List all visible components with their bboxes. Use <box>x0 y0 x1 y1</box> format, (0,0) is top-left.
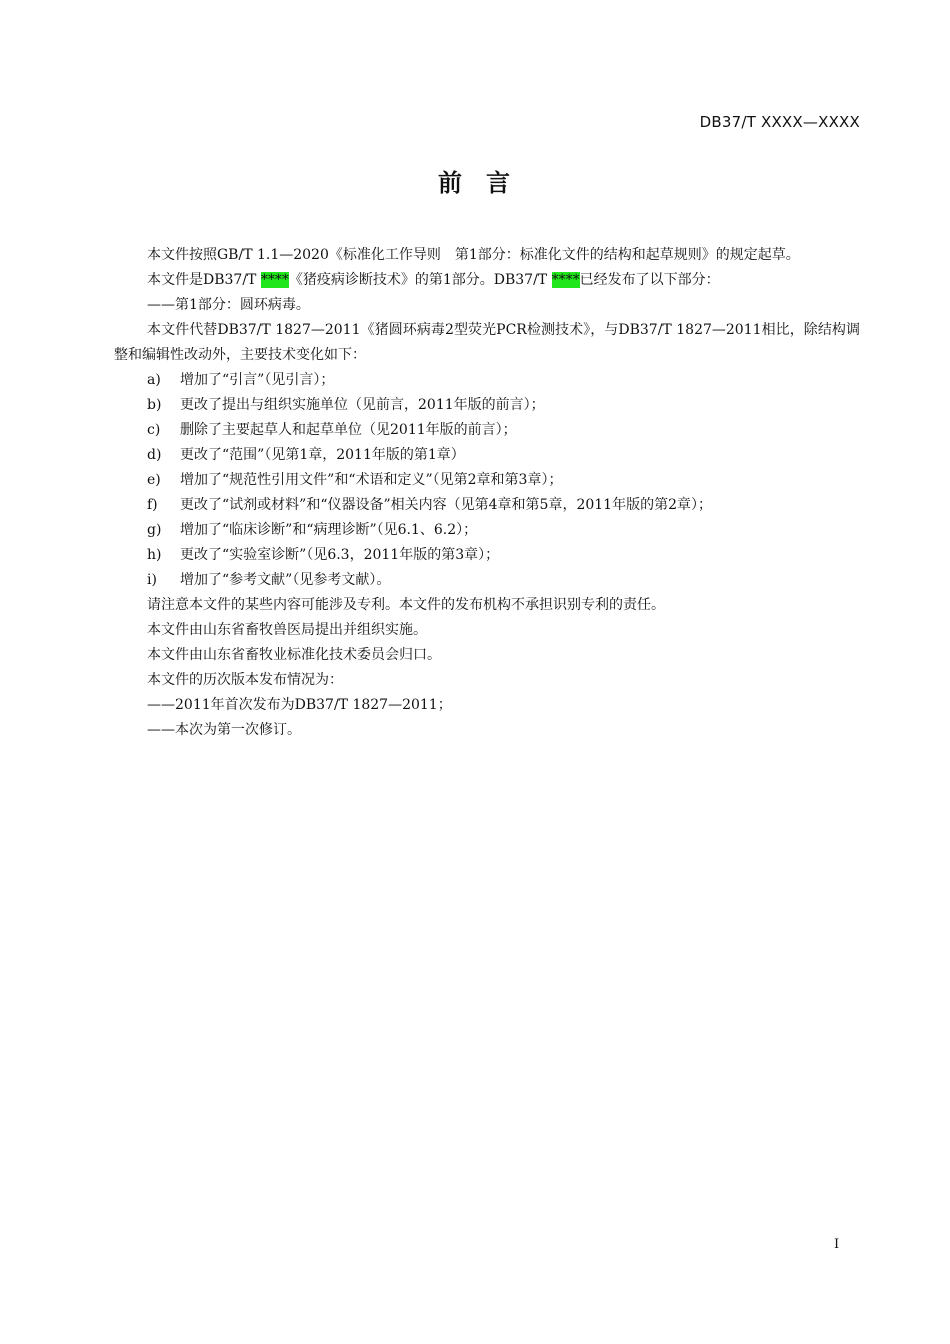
change-item: g) 增加了“临床诊断”和“病理诊断”（见6.1、6.2）； <box>147 522 478 538</box>
history-item: ——本次为第一次修订。 <box>147 722 301 738</box>
standard-basis-paragraph: 本文件按照GB/T 1.1—2020《标准化工作导则 第1部分：标准化文件的结构和起草规则》的规定起草。 <box>147 247 800 263</box>
part-list-item: ——第1部分：圆环病毒。 <box>147 297 310 313</box>
changes-list <box>114 368 860 593</box>
title-char-1: 前 <box>438 169 464 197</box>
change-item: e) 增加了“规范性引用文件”和“术语和定义”（见第2章和第3章）； <box>147 472 563 488</box>
change-item: d) 更改了“范围”（见第1章，2011年版的第1章） <box>147 447 465 463</box>
change-item: c) 删除了主要起草人和起草单位（见2011年版的前言）； <box>147 422 517 438</box>
replacement-paragraph: 本文件代替DB37/T 1827—2011《猪圆环病毒2型荧光PCR检测技术》，与DB37/T 1827—2011相比，除结构调整和编辑性改动外，主要技术变化如下： <box>114 322 860 363</box>
change-item: f) 更改了“试剂或材料”和“仪器设备”相关内容（见第4章和第5章，2011年版的第2章）； <box>147 497 712 513</box>
page-title <box>0 163 950 198</box>
patent-notice: 请注意本文件的某些内容可能涉及专利。本文件的发布机构不承担识别专利的责任。 <box>147 597 665 613</box>
highlight-placeholder: **** <box>260 272 289 288</box>
part-description-paragraph: 本文件是DB37/T ****《猪疫病诊断技术》的第1部分。DB37/T ****已经发布了以下部分： <box>147 272 720 288</box>
change-item: i) 增加了“参考文献”（见参考文献）。 <box>147 572 391 588</box>
highlight-placeholder: **** <box>551 272 580 288</box>
change-item: a) 增加了“引言”（见引言）； <box>147 372 335 388</box>
committee-note: 本文件由山东省畜牧业标准化技术委员会归口。 <box>147 647 441 663</box>
title-char-2: 言 <box>486 169 512 197</box>
history-item: ——2011年首次发布为DB37/T 1827—2011； <box>147 697 452 713</box>
change-item: b) 更改了提出与组织实施单位（见前言，2011年版的前言）； <box>147 397 545 413</box>
history-intro: 本文件的历次版本发布情况为： <box>147 672 343 688</box>
proposer-note: 本文件由山东省畜牧兽医局提出并组织实施。 <box>147 622 427 638</box>
page-number: I <box>834 1237 840 1252</box>
document-code: DB37/T XXXX—XXXX <box>699 113 860 131</box>
foreword-body <box>114 243 860 743</box>
change-item: h) 更改了“实验室诊断”（见6.3，2011年版的第3章）； <box>147 547 500 563</box>
